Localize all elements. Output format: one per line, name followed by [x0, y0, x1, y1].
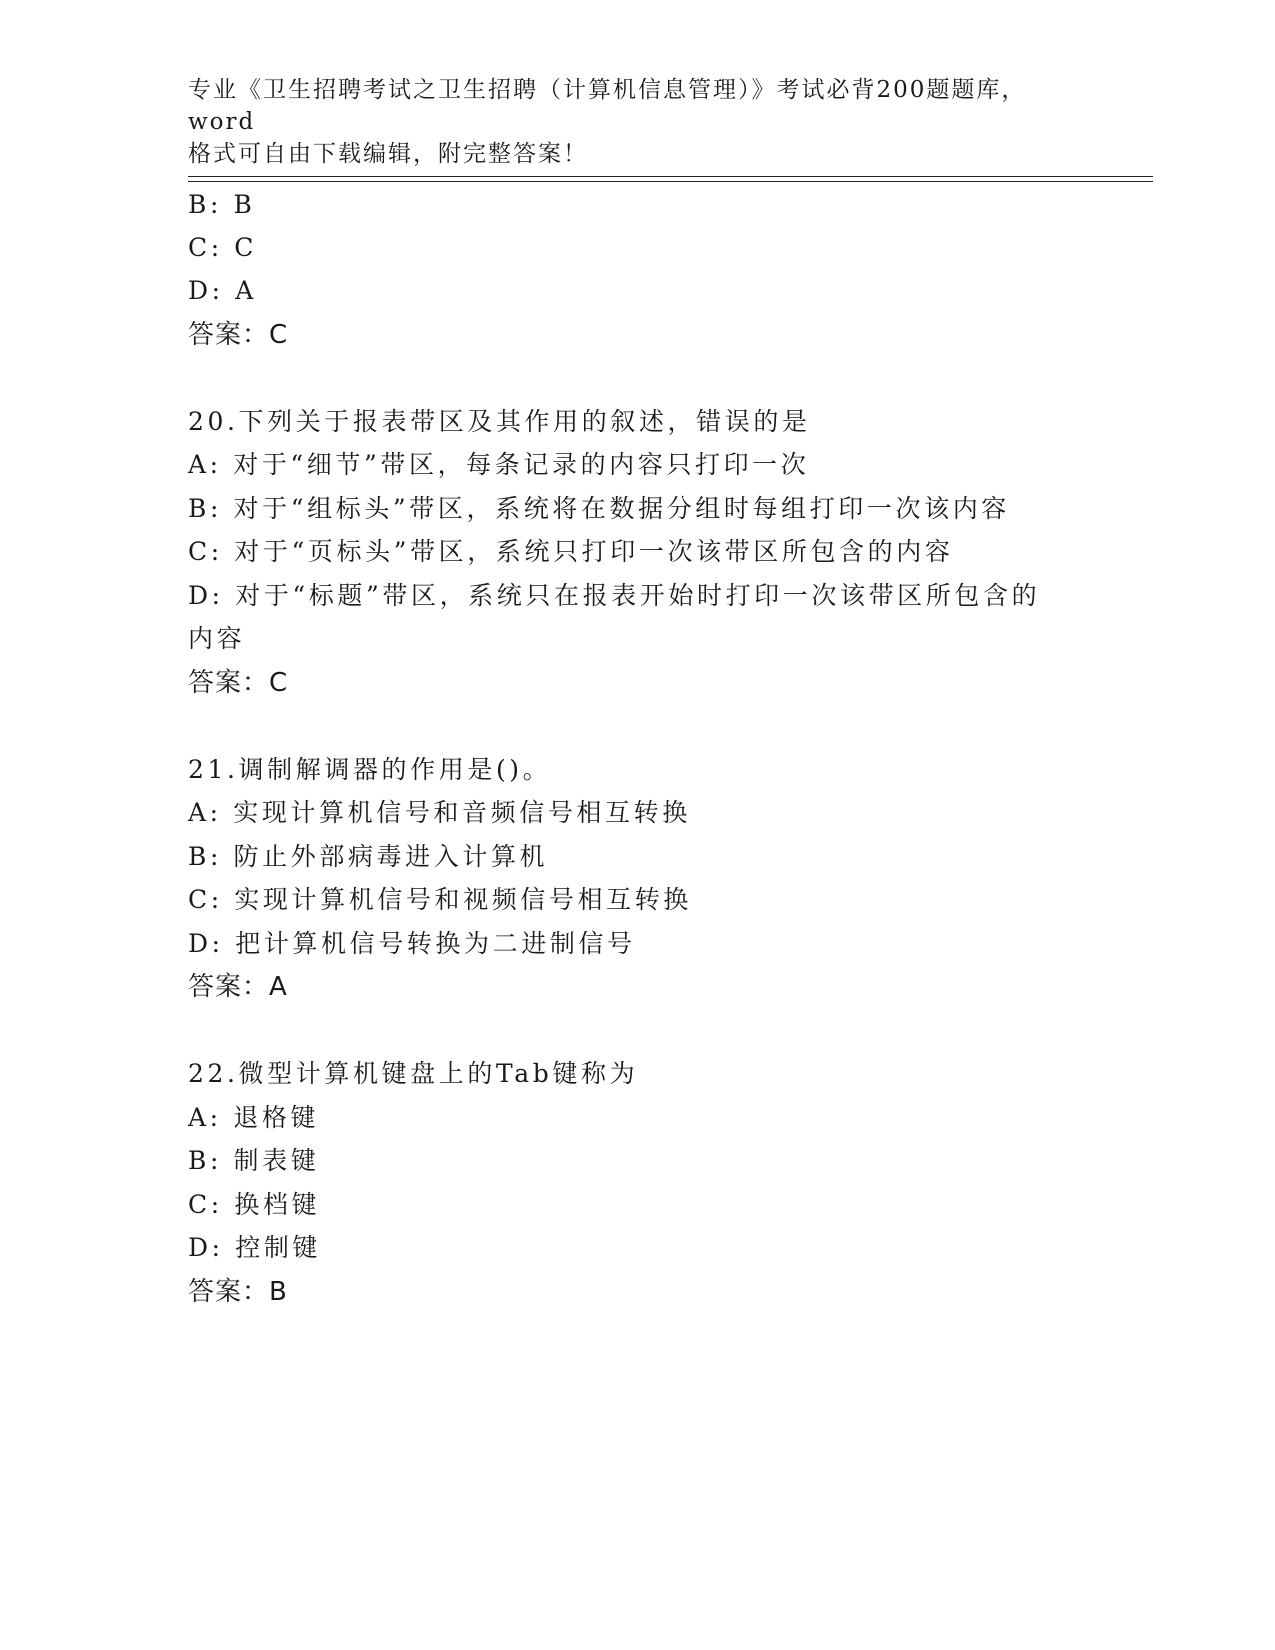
q22-option-c: C: 换档键	[188, 1190, 321, 1219]
q20-option-d-continued: 内容	[188, 624, 246, 653]
prev-option-c: C: C	[188, 233, 258, 262]
q21-answer: 答案：A	[188, 972, 288, 1002]
q21-option-d: D: 把计算机信号转换为二进制信号	[188, 929, 636, 958]
header-line-2: 格式可自由下载编辑，附完整答案！	[188, 141, 588, 167]
q20-option-d: D: 对于“标题”带区，系统只在报表开始时打印一次该带区所包含的	[188, 581, 1041, 610]
q21-option-b: B: 防止外部病毒进入计算机	[188, 842, 549, 871]
q22-option-b: B: 制表键	[188, 1146, 320, 1175]
header-divider-top	[188, 176, 1153, 177]
q20-option-b: B: 对于“组标头”带区，系统将在数据分组时每组打印一次该内容	[188, 494, 1010, 523]
prev-option-b: B: B	[188, 190, 256, 219]
header-line-1: 专业《卫生招聘考试之卫生招聘（计算机信息管理）》考试必背200题题库，word	[188, 77, 1027, 135]
q21-stem: 21.调制解调器的作用是()。	[188, 755, 552, 784]
q20-answer: 答案：C	[188, 668, 289, 698]
q20-option-c: C: 对于“页标头”带区，系统只打印一次该带区所包含的内容	[188, 537, 954, 566]
q22-stem: 22.微型计算机键盘上的Tab键称为	[188, 1059, 639, 1088]
q22-option-a: A: 退格键	[188, 1103, 320, 1132]
q22-answer: 答案：B	[188, 1277, 288, 1307]
q20-stem: 20.下列关于报表带区及其作用的叙述，错误的是	[188, 407, 811, 436]
prev-answer: 答案：C	[188, 320, 289, 350]
q20-option-a: A: 对于“细节”带区，每条记录的内容只打印一次	[188, 450, 810, 479]
header-divider-bottom	[188, 181, 1153, 182]
document-header	[188, 74, 1088, 170]
prev-option-d: D: A	[188, 276, 257, 305]
q21-option-a: A: 实现计算机信号和音频信号相互转换	[188, 798, 691, 827]
q22-option-d: D: 控制键	[188, 1233, 322, 1262]
q21-option-c: C: 实现计算机信号和视频信号相互转换	[188, 885, 692, 914]
